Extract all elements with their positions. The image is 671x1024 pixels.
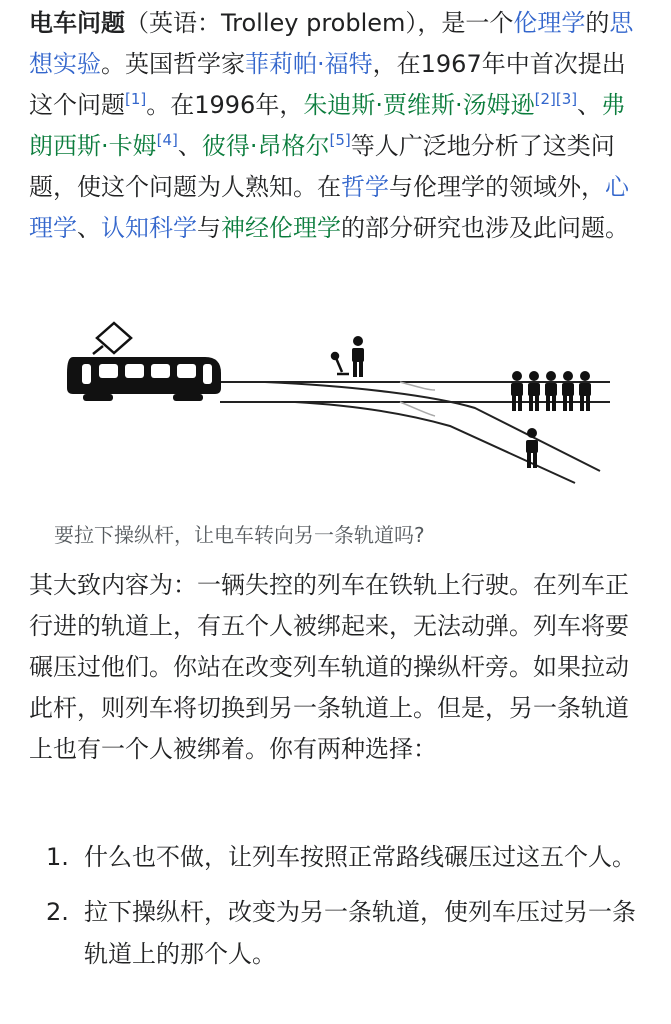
link-cognitive-science[interactable]: 认知科学 — [101, 214, 197, 242]
lead-paragraph — [29, 3, 641, 249]
link-thought-experiment[interactable]: 思想实验 — [29, 9, 634, 78]
description-paragraph — [29, 565, 641, 770]
trolley-icon — [67, 323, 221, 401]
link-ethics[interactable]: 伦理学 — [513, 9, 586, 37]
link-philosophy[interactable]: 哲学 — [341, 173, 389, 201]
list-item — [46, 891, 646, 975]
lead-text: 。在1996年， — [146, 91, 304, 119]
list-item-text: 什么也不做，让列车按照正常路线碾压过这五个人。 — [84, 843, 636, 871]
ref-4[interactable] — [157, 132, 178, 160]
five-people-icon — [511, 371, 591, 411]
lever-icon — [332, 353, 349, 374]
ref-3-label: [3] — [555, 90, 578, 108]
ref-3[interactable] — [556, 91, 577, 119]
ref-4-label: [4] — [156, 131, 178, 149]
tracks — [220, 382, 610, 483]
description-text: 其大致内容为：一辆失控的列车在铁轨上行驶。在列车正行进的轨道上，有五个人被绑起来，无法动弹。列车将要碾压过他们。你站在改变列车轨道的操纵杆旁。如果拉动此杆，则列车将切换到另一条轨道上。但是，另一条轨道上也有一个人被绑着。你有两种选择： — [29, 571, 629, 763]
list-item-number: 2. — [46, 898, 69, 926]
lead-text: 。英国哲学家 — [101, 50, 245, 78]
person-at-lever-icon — [352, 336, 364, 377]
list-item-text: 拉下操纵杆，改变为另一条轨道，使列车压过另一条轨道上的那个人。 — [84, 898, 636, 968]
link-psychology[interactable]: 心理学 — [29, 173, 629, 242]
single-person-icon — [526, 428, 538, 468]
link-thomson[interactable]: 朱迪斯·贾维斯·汤姆逊 — [303, 91, 535, 119]
figure-caption: 要拉下操纵杆，让电车转向另一条轨道吗? — [54, 523, 425, 547]
lead-text: ，在1967年中首次提出这个问题 — [29, 50, 626, 119]
lead-text: 的 — [585, 9, 610, 37]
ref-5[interactable] — [330, 132, 351, 160]
lead-text: 与伦理学的领域外， — [389, 173, 605, 201]
lead-text: 、 — [77, 214, 101, 242]
list-item-number: 1. — [46, 843, 69, 871]
link-unger[interactable]: 彼得·昂格尔 — [201, 132, 330, 160]
lead-text: 、 — [577, 91, 602, 119]
lead-text: 、 — [177, 132, 202, 160]
ref-2-label: [2] — [534, 90, 556, 108]
ref-5-label: [5] — [329, 131, 351, 149]
ref-2[interactable] — [535, 91, 556, 119]
ref-1-label: [1] — [125, 90, 147, 108]
lead-text: 的部分研究也涉及此问题。 — [341, 214, 629, 242]
lead-text: （英语：Trolley problem），是一个 — [125, 9, 514, 37]
link-kamm[interactable]: 弗朗西斯·卡姆 — [29, 91, 626, 160]
trolley-problem-illustration[interactable] — [55, 318, 615, 493]
ref-1[interactable] — [125, 91, 146, 119]
link-philippa-foot[interactable]: 菲莉帕·福特 — [245, 50, 373, 78]
article-title-bold: 电车问题 — [29, 9, 125, 37]
options-list — [46, 836, 646, 988]
lead-text: 与 — [197, 214, 221, 242]
lead-text: 等人广泛地分析了这类问题，使这个问题为人熟知。在 — [29, 132, 615, 201]
link-neuroethics[interactable]: 神经伦理学 — [221, 214, 341, 242]
list-item — [46, 836, 646, 878]
